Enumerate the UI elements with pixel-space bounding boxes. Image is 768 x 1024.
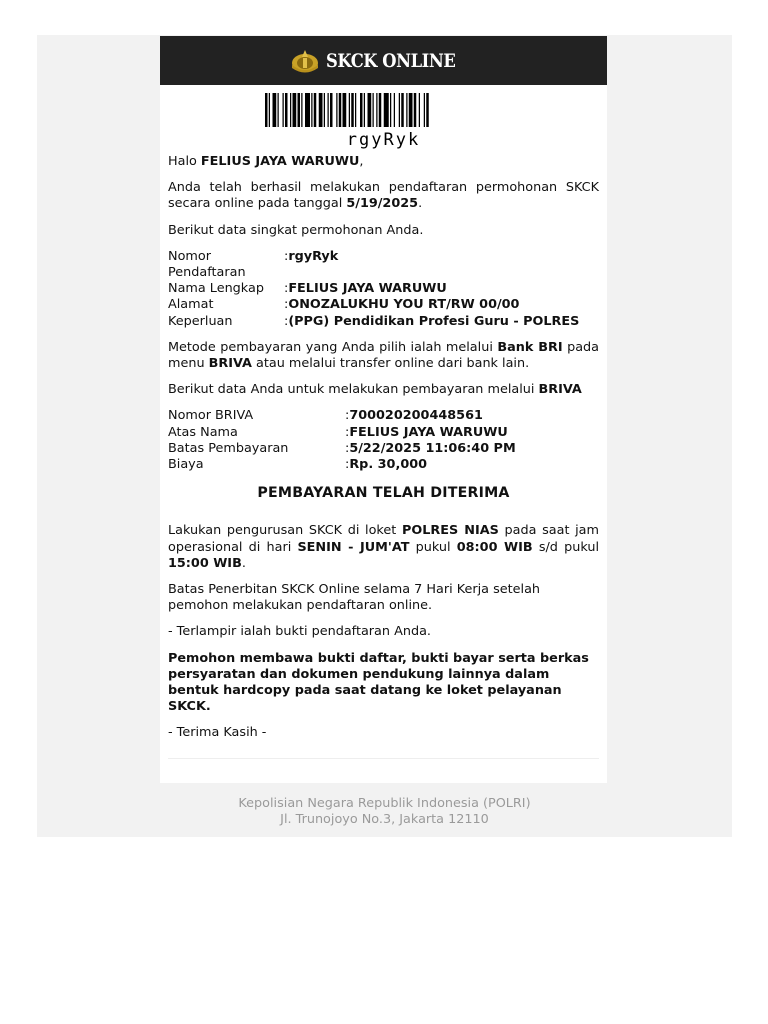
header-logo	[290, 48, 477, 74]
barcode-icon	[265, 93, 503, 127]
email-header	[160, 36, 607, 85]
table-row: Nomor Pendaftaran :rgyRyk	[168, 248, 339, 281]
summary-intro: Berikut data singkat permohonan Anda.	[168, 222, 424, 238]
polri-emblem-icon	[290, 48, 320, 74]
barcode-text: rgyRyk	[346, 130, 421, 150]
payment-value: 5/22/2025 11:06:40 PM	[349, 440, 516, 456]
office-hours-paragraph: Lakukan pengurusan SKCK di loket POLRES NIAS pada saat jam operasional di hari SENIN - JUM'AT pukul 08:00 WIB s/d pukul 15:00 WIB.	[168, 523, 600, 571]
email-footer	[37, 796, 732, 828]
payment-label: Atas Nama	[168, 424, 238, 440]
payment-value: 700020200448561	[349, 408, 483, 424]
payment-label: Batas Pembayaran	[168, 440, 289, 456]
deadline-paragraph: Batas Penerbitan SKCK Online selama 7 Hari Kerja setelah pemohon melakukan pendaftaran online.	[168, 582, 541, 614]
summary-label: Nomor Pendaftaran	[168, 248, 246, 281]
table-row: Nama Lengkap :FELIUS JAYA WARUWU	[168, 281, 447, 297]
payment-method-paragraph: Metode pembayaran yang Anda pilih ialah melalui Bank BRI pada menu BRIVA atau melalui transfer online dari bank lain.	[168, 339, 600, 372]
payment-label: Biaya	[168, 457, 204, 473]
application-summary-table	[168, 249, 579, 330]
summary-value: FELIUS JAYA WARUWU	[288, 281, 447, 297]
email-body	[168, 154, 599, 759]
attachment-note: - Terlampir ialah bukti pendaftaran Anda.	[168, 624, 431, 640]
summary-value: (PPG) Pendidikan Profesi Guru - POLRES	[288, 313, 580, 329]
greeting: Halo FELIUS JAYA WARUWU,	[168, 154, 364, 169]
table-row: Biaya :Rp. 30,000	[168, 457, 428, 473]
summary-label: Nama Lengkap	[168, 281, 264, 297]
payment-label: Nomor BRIVA	[168, 408, 254, 424]
closing-text: - Terima Kasih -	[168, 725, 267, 741]
barcode	[160, 93, 607, 150]
table-row: Keperluan :(PPG) Pendidikan Profesi Guru - POLRES	[168, 313, 580, 329]
requirements-paragraph: Pemohon membawa bukti daftar, bukti bayar serta berkas persyaratan dan dokumen pendukung lainnya dalam bentuk hardcopy pada saat datang ke loket pelayanan SKCK.	[168, 650, 589, 715]
payment-value: Rp. 30,000	[349, 457, 428, 473]
payment-details-table	[168, 408, 516, 473]
summary-label: Keperluan	[168, 313, 233, 329]
payment-status-heading: PEMBAYARAN TELAH DITERIMA	[257, 485, 510, 502]
intro-paragraph: Anda telah berhasil melakukan pendaftaran permohonan SKCK secara online pada tanggal 5/19/2025.	[168, 180, 599, 212]
summary-value: rgyRyk	[288, 248, 339, 264]
table-row: Alamat :ONOZALUKHU YOU RT/RW 00/00	[168, 297, 520, 313]
table-row: Atas Nama :FELIUS JAYA WARUWU	[168, 424, 508, 440]
footer-address: Jl. Trunojoyo No.3, Jakarta 12110	[280, 812, 489, 828]
table-row: Batas Pembayaran :5/22/2025 11:06:40 PM	[168, 440, 516, 456]
recipient-name: FELIUS JAYA WARUWU	[200, 154, 360, 169]
registration-date: 5/19/2025	[346, 196, 419, 212]
summary-label: Alamat	[168, 297, 214, 313]
divider	[168, 758, 599, 759]
table-row: Nomor BRIVA :700020200448561	[168, 408, 483, 424]
payment-value: FELIUS JAYA WARUWU	[349, 424, 508, 440]
payment-intro: Berikut data Anda untuk melakukan pembayaran melalui BRIVA	[168, 382, 582, 398]
footer-org: Kepolisian Negara Republik Indonesia (POLRI)	[238, 796, 531, 811]
brand-title: SKCK ONLINE	[326, 49, 456, 72]
summary-value: ONOZALUKHU YOU RT/RW 00/00	[288, 297, 520, 313]
